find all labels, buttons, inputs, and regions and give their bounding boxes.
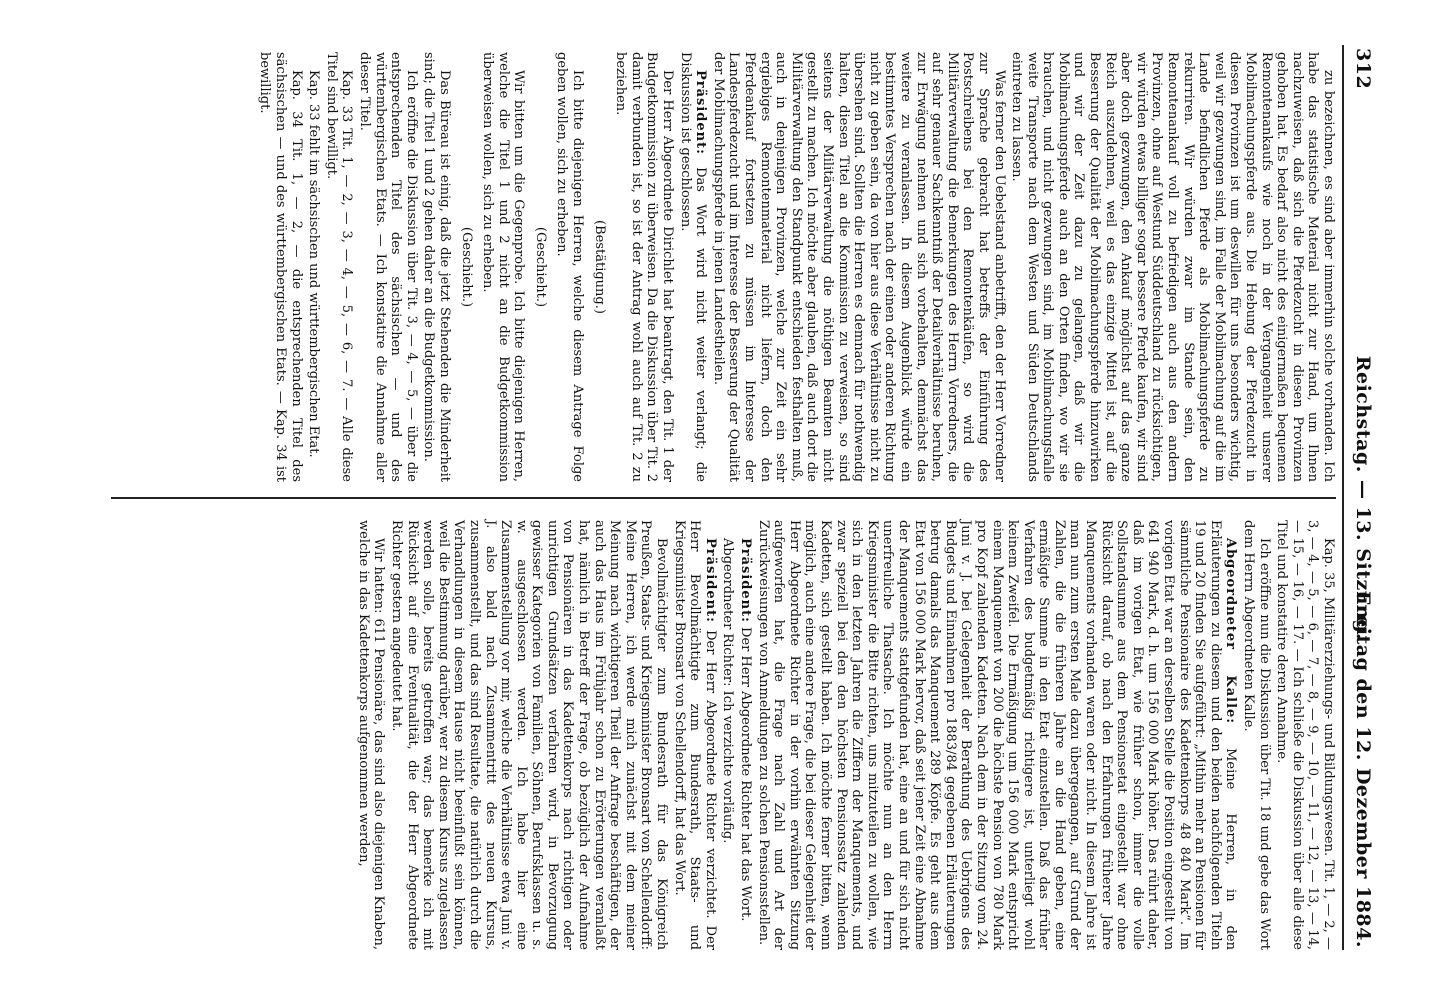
paragraph-text: Kap. 35, Militärerziehungs- und Bildungswesen. Tit. 1, — 2, — 3, — 4, — 5, — 6, — 7, — 8, — 9, — 10, — 11, — 12, — 13, — 14, — 15, — 16, — 17. — Ich schließe die Diskussion über alle diese Titel und konstatire deren Annahme. bbox=[1274, 520, 1336, 950]
paragraph-text: Meine Herren, in den Erläuterungen zu diesem und den beiden nachfolgenden Titeln 19 und 20 finden Sie aufgeführt: „Mithin mehr an Pensionen für sämmtliche Pensionaire des Kadettenkorps 48 840 Mark“. Im vorigen Etat war an derselben Stelle die Position eingestellt von 641 940 Mark, d. h. um 156 000 Mark höher. Das rührt daher, daß im vorigen Etat, wie früher schon, immer die volle Sollstandsumme aus dem Pensionsetat eingestellt war ohne Rücksicht darauf, ob nach den Erfahrungen früherer Jahre Manquements vorhanden waren oder nicht. In diesem Jahre ist man nun zum ersten Male dazu übergegangen, auf Grund der Zahlen, die die früheren Jahre an die Hand geben, eine ermäßigte Summe in den Etat einzustellen. Daß das früher Verfahren des budgetmäßig richtigere ist, unterliegt wohl keinem Zweifel. Die Ermäßigung um 156 000 Mark entspricht einem Manquement von 200 die höchste Pension von 780 Mark pro Kopf zahlenden Kadetten. Nach dem in der Sitzung vom 24. Juni v. J. bei Gelegenheit der Berathung des Uebrigens des Budgets und Einnahmen pro 1883/84 gegebenen Erläuterungen betrug damals das Manquement 289 Köpfe. Es geht aus dem Etat von 156 000 Mark hervor, daß seit jener Zeit eine Abnahme der Manquements stattgefunden hat, eine an und für sich nicht unerfreuliche Thatsache. Ich möchte nun an den Herrn Kriegsminister die Bitte richten, uns mitzuteilen zu wollen, wie sich in den letzten Jahren die Ziffern der Manquements, und zwar speziell bei den den höchsten Pensionssatz zahlenden Kadetten, sich gestellt haben. Ich möchte ferner bitten, wenn möglich, auch eine andere Frage, die bei dieser Gelegenheit der Herr Abgeordnete Richter in der vorhin erwähnten Sitzung aufgeworfen hat, die Frage nach Zahl und Art der Zurückweisungen von Anmeldungen zu solchen Pensionsstellen. bbox=[755, 520, 1239, 950]
speaker-name: Abgeordneter Kalle: bbox=[1223, 538, 1239, 725]
speaker-name: Präsident: bbox=[693, 70, 709, 155]
paragraph bbox=[755, 520, 1238, 950]
paragraph bbox=[710, 52, 1006, 482]
stage-direction bbox=[591, 52, 607, 482]
stage-direction bbox=[532, 52, 548, 482]
paragraph bbox=[257, 52, 304, 482]
paragraph bbox=[677, 52, 708, 482]
paragraph-text: Der Herr Abgeordnete Richter hat das Wort. bbox=[738, 622, 754, 922]
paragraph-text: zu bezeichnen, es sind aber immerhin solche vorhanden. Ich habe das statistische Material nicht zur Hand, um Ihnen nachzuweisen, daß sich die Pferdezucht in diesen Provinzen gehoben hat. Es bedarf also nicht des einigermaßen bequemen Remontenankaufs wie noch in der Vergangenheit unserer Mobilmachungspferde aus. Die Hebung der Pferdezucht in diesen Provinzen ist um deswillen für uns besonders wichtig, weil wir gezwungen sind, im Falle der Mobilmachung auf die im Lande befindlichen Pferde als Mobilmachungspferde zu rekurriren. Wir würden zwar im Stande sein, den Remontenankauf voll zu befriedigen auch aus den andern Provinzen, ohne auf Westund Süddeutschland zu rücksichtigen, wir würden etwas billiger sogar bessere Pferde kaufen, wir sind aber doch gezwungen, den Ankauf möglichst auf das ganze Reich auszudehnen, weil es das einzige Mittel ist, auf die Besserung der Qualität der Mobilmachungspferde hinzuwirken und wir der Zeit dazu zu gelangen, daß wir die Mobilmachungspferde auch an den Orten finden, wo wir sie brauchen, und nicht gezwungen sind, im Mobilmachungsfalle weite Transporte nach dem Westen und Süden Deutschlands eintreten zu lassen. bbox=[1009, 52, 1336, 482]
header-rule bbox=[1342, 45, 1344, 950]
stage-direction bbox=[458, 52, 474, 482]
paragraph bbox=[737, 520, 753, 950]
paragraph bbox=[306, 52, 322, 482]
page-header bbox=[1344, 48, 1374, 948]
paragraph bbox=[323, 52, 354, 482]
paragraph-text: Ich eröffne die Diskussion über Tit. 3, — 4, — 5, — über die entsprechenden Titel des sächsischen — und des württembergischen Etats. — Ich konstatire die Annahme aller dieser Titel. bbox=[356, 52, 419, 482]
paragraph-text: Was ferner den Uebelstand anbetrifft, den der Herr Vorredner zur Sprache gebracht hat betreffs der Einführung des Postschreibens bei den Remontenkäufen, so wird die Militärverwaltung die Bemerkungen des Herrn Vorredners, die auf sehr genauer Sachkenntniß der Detailverhältnisse beruhen, zur Erwägung nehmen und sich vorbehalten, demnächst das weitere zu veranlassen. In diesem Augenblick würde ein bestimmtes Versprechen nach der einen oder anderen Richtung nicht zu geben sein, da von hier aus diese Verhältnisse nicht zu übersehen sind. Sollten die Herren es demnach für nothwendig halten, diesen Titel an die Kommission zu verweisen, so sind seitens der Militärverwaltung die nöthigen Beamten nicht gestellt zu machen. Ich möchte aber glauben, daß auch dort die Militärverwaltung den Standpunkt entschieden festhalten muß, auch in denjenigen Provinzen, welche zur Zeit ein sehr ergiebiges Remontenmaterial nicht liefern, doch den Pferdeankauf fortsetzen zu müssen im Interesse der Landespferdezucht und im Interesse der Besserung der Qualität der Mobilmachungspferde in jenen Landestheilen. bbox=[710, 52, 1007, 482]
speaker-name: Präsident: bbox=[702, 538, 718, 623]
paragraph bbox=[421, 52, 452, 482]
paragraph-text: Ich eröffne nun die Diskussion über Tit. 18 und gebe das Wort dem Herrn Abgeordneten Kalle. bbox=[1241, 520, 1272, 950]
paragraph bbox=[554, 52, 585, 482]
speaker-name: Präsident: bbox=[738, 538, 754, 623]
paragraph bbox=[480, 52, 527, 482]
paragraph bbox=[1009, 52, 1336, 482]
paragraph-text: Das Wort wird nicht weiter verlangt; die Diskussion ist geschlossen. bbox=[677, 52, 709, 482]
paragraph-text: (Geschieht.) bbox=[458, 226, 474, 308]
left-column bbox=[255, 52, 1336, 482]
paragraph bbox=[613, 52, 675, 482]
paragraph bbox=[1240, 520, 1271, 950]
paragraph-text: Kap. 34 Tit. 1, — 2, — die entsprechenden Titel des sächsischen — und des württembergischen Etats. — Kap. 34 ist bewilligt. bbox=[257, 52, 304, 482]
paragraph-text: Ich bitte diejenigen Herren, welche diesem Antrage Folge geben wollen, sich zu erheben. bbox=[554, 52, 586, 482]
paragraph bbox=[720, 520, 736, 950]
paragraph bbox=[388, 520, 669, 950]
right-column bbox=[353, 520, 1336, 950]
paragraph-text: Das Büreau ist einig, daß die jetzt Stehenden die Minderheit sind; die Titel 1 und 2 gehen daher an die Budgetkommission. bbox=[421, 52, 452, 482]
paragraph-text: (Bestätigung.) bbox=[591, 220, 607, 314]
header-date: Freitag den 12. Dezember 1884. bbox=[1352, 591, 1374, 948]
paragraph-text: Kap. 33 Tit. 1, — 2, — 3, — 4, — 5, — 6, — 7. — Alle diese Titel sind bewilligt. bbox=[323, 52, 355, 482]
paragraph-text: Der Herr Abgeordnete Dirichlet hat beantragt, den Tit. 1 der Budgetkommission zu überweisen. Da die Diskussion über Tit. 2 damit verbunden ist, so ist der Antrag wohl auch auf Tit. 2 zu beziehen. bbox=[613, 52, 676, 482]
paragraph bbox=[355, 520, 386, 950]
header-title: Reichstag. — 13. Sitzung. bbox=[1352, 355, 1374, 641]
page-number: 312 bbox=[1352, 48, 1374, 90]
paragraph-text: Abgeordneter Richter: Ich verzichte vorläufig. bbox=[720, 538, 736, 844]
paragraph-text: Wir hatten: 611 Pensionäre, das sind also diejenigen Knaben, welche in das Kadettenkorps aufgenommen werden, bbox=[355, 520, 387, 950]
paragraph-text: Kap. 33 fehlt im sächsischen und württembergischen Etat. bbox=[306, 70, 322, 458]
paragraph bbox=[1274, 520, 1336, 950]
paragraph bbox=[356, 52, 418, 482]
paragraph-text: (Geschieht.) bbox=[532, 226, 548, 308]
paragraph-text: Der Herr Abgeordnete Richter verzichtet. Der Herr Bevollmächtigte zum Bundesrath, Staats- und Kriegsminister Bronsart von Schellendorff, hat das Wort. bbox=[671, 520, 718, 950]
paragraph bbox=[671, 520, 718, 950]
paragraph-text: Bevollmächtigter zum Bundesrath für das Königreich Preußen, Staats- und Kriegsminister Bronsart von Schellendorff: Meine Herren, ich werde mich zunächst mit dem meiner Meinung nach wichtigeren Theil der Anfrage beschäftigen, der auch das Haus im Frühjahr schon zu Erörterungen veranlaßt hat, nämlich in Betreff der Frage, ob bezüglich der Aufnahme von Pensionären in das Kadettenkorps nach richtigen oder unrichtigen Grundsätzen verfahren wird, in Bevorzugung gewisser Kategorien von Familien, Söhnen, Berufsklassen u. s. w. ausgeschlossen werden. Ich habe hier eine Zusammenstellung vor mir, welche die Verhältnisse etwa Juni v. J. also bald nach Zusammentritt des neuen Kursus, zusammenstellt, und das sind Resultate, die natürlich durch die Verhandlungen in diesem Hause nicht beeinflußt sein können, weil die Bestimmung darüber, wer zu diesem Kursus zugelassen werden solle, bereits getroffen war; das bemerke ich mit Rücksicht auf eine Eventualität, die der Herr Abgeordnete Richter gestern angedeutet hat. bbox=[388, 520, 670, 950]
paragraph-text: Wir bitten um die Gegenprobe. Ich bitte diejenigen Herren, welche die Titel 1 und 2 nicht an die Budgetkommission überweisen wollen, sich zu erheben. bbox=[480, 52, 527, 482]
column-divider bbox=[111, 497, 1336, 499]
